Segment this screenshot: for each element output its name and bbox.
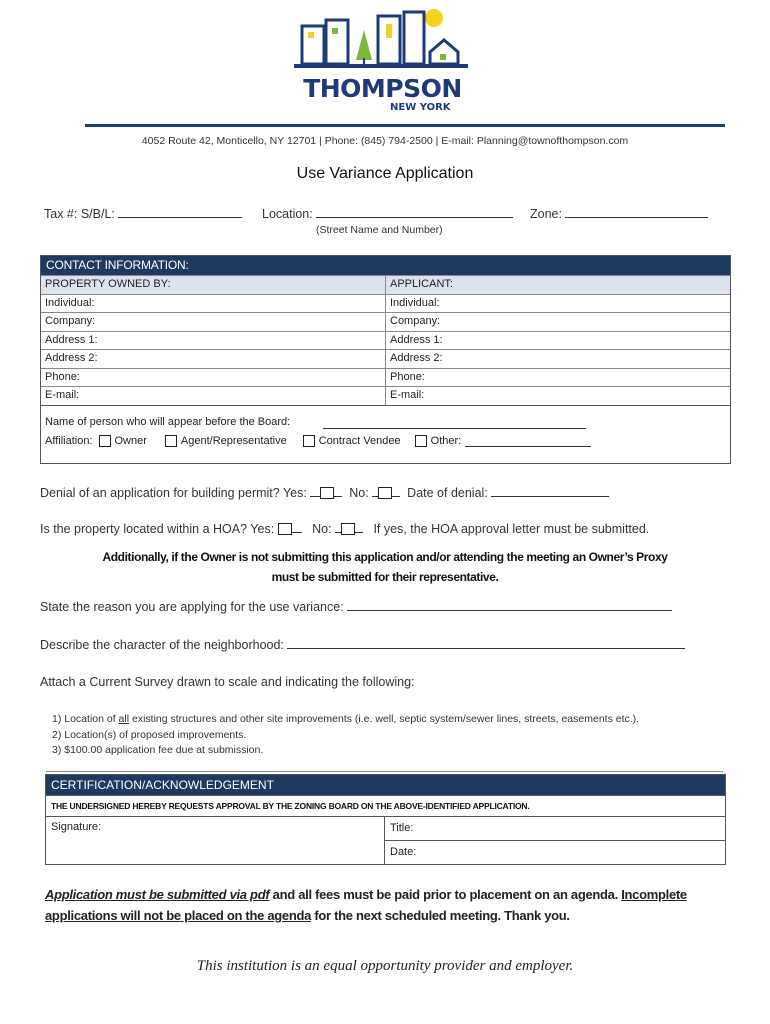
tax-input[interactable]: [118, 206, 242, 218]
agent-checkbox[interactable]: [165, 435, 177, 447]
location-label: Location:: [262, 207, 313, 221]
hoa-question-row: [40, 521, 649, 536]
title-field[interactable]: Title:: [390, 822, 414, 834]
applicant-heading: APPLICANT:: [385, 276, 730, 294]
applicant-address1-field[interactable]: Address 1:: [385, 332, 730, 350]
list-item: [52, 712, 639, 728]
owner-address2-field[interactable]: Address 2:: [45, 352, 98, 364]
equal-opportunity-footer: This institution is an equal opportunity provider and employer.: [196, 958, 574, 974]
blank-line: [310, 485, 320, 497]
title-date-fields: [385, 817, 725, 864]
hoa-no-label: No:: [312, 522, 332, 536]
tax-label: Tax #: S/B/L:: [44, 207, 115, 221]
logo-subtitle: NEW YORK: [390, 102, 451, 113]
table-row: [41, 349, 730, 368]
applicant-company-field[interactable]: Company:: [385, 313, 730, 331]
signature-field[interactable]: Signature:: [46, 817, 385, 864]
property-owner-heading: PROPERTY OWNED BY:: [45, 278, 171, 290]
denial-question: Denial of an application for building permit? Yes:: [40, 486, 307, 500]
applicant-phone-field[interactable]: Phone:: [385, 369, 730, 387]
blank-line: [334, 485, 342, 497]
certification-statement: THE UNDERSIGNED HEREBY REQUESTS APPROVAL BY THE ZONING BOARD ON THE ABOVE-IDENTIFIED APPLICATION.: [46, 795, 725, 816]
zone-input[interactable]: [565, 206, 708, 218]
reason-label: State the reason you are applying for the use variance:: [40, 600, 344, 614]
list-item: 3) $100.00 application fee due at submission.: [52, 744, 264, 756]
board-appearance-section: [41, 405, 730, 463]
character-input[interactable]: [287, 637, 685, 649]
denial-date-label: Date of denial:: [407, 486, 488, 500]
contact-header: CONTACT INFORMATION:: [41, 256, 730, 275]
submission-notice-incomplete: Incomplete applications will not be placed on the agenda: [45, 887, 687, 923]
contract-vendee-option-label: Contract Vendee: [318, 434, 401, 447]
table-row: [41, 386, 730, 405]
zone-field[interactable]: [530, 206, 708, 221]
list-item-emphasis: all: [118, 713, 130, 725]
location-input[interactable]: [316, 206, 513, 218]
character-label: Describe the character of the neighborhood:: [40, 638, 284, 652]
certification-table: [45, 774, 726, 865]
applicant-individual-field[interactable]: Individual:: [385, 295, 730, 313]
hoa-question: Is the property located within a HOA? Yes:: [40, 522, 275, 536]
submission-notice-pdf: Application must be submitted via pdf: [45, 887, 270, 902]
list-item: 2) Location(s) of proposed improvements.: [52, 728, 247, 741]
table-row: [41, 294, 730, 313]
denial-no-label: No:: [349, 486, 369, 500]
table-row: [41, 331, 730, 350]
list-item-text: existing structures and other site improvements (i.e. well, septic system/sewer lines, streets, easements etc.).: [129, 713, 640, 725]
logo-wordmark: THOMPSON: [303, 74, 462, 103]
denial-date-input[interactable]: [491, 485, 609, 497]
owner-address1-field[interactable]: Address 1:: [45, 333, 98, 346]
location-field[interactable]: [262, 206, 513, 221]
blank-line: [392, 485, 400, 497]
owner-option-label: Owner: [114, 434, 147, 447]
hoa-note: If yes, the HOA approval letter must be submitted.: [373, 522, 650, 536]
table-row: [41, 368, 730, 387]
proxy-notice-line2: must be submitted for their representative.: [271, 570, 499, 584]
board-person-input[interactable]: [323, 428, 586, 429]
zone-label: Zone:: [530, 207, 562, 221]
blank-line: [355, 521, 363, 533]
affiliation-row: [45, 435, 591, 447]
other-checkbox[interactable]: [415, 435, 427, 447]
proxy-notice-line1: Additionally, if the Owner is not submitting this application and/or attending the meeting an Owner’s Proxy: [102, 550, 668, 564]
survey-label: Attach a Current Survey drawn to scale and indicating the following:: [40, 675, 415, 689]
reason-input[interactable]: [347, 599, 672, 611]
board-person-label: Name of person who will appear before the Board:: [45, 415, 291, 428]
other-option-label: Other:: [430, 434, 462, 447]
character-row: [40, 637, 685, 652]
contact-address-line: 4052 Route 42, Monticello, NY 12701 | Phone: (845) 794-2500 | E-mail: Planning@townofthompson.com: [141, 135, 629, 147]
certification-fields: [46, 816, 725, 864]
denial-no-checkbox[interactable]: [378, 487, 392, 499]
denial-yes-checkbox[interactable]: [320, 487, 334, 499]
list-item-text: 1) Location of: [52, 713, 119, 725]
owner-email-field[interactable]: E-mail:: [45, 389, 80, 401]
section-divider: [46, 771, 723, 772]
submission-notice-end: for the next scheduled meeting. Thank you.: [311, 908, 570, 923]
agent-option-label: Agent/Representative: [180, 434, 287, 447]
affiliation-label: Affiliation:: [45, 434, 93, 447]
survey-requirements-list: [52, 712, 639, 759]
submission-notice: [45, 884, 725, 926]
header-divider: [85, 124, 725, 127]
applicant-address2-field[interactable]: Address 2:: [385, 350, 730, 368]
owner-phone-field[interactable]: Phone:: [45, 370, 80, 383]
owner-individual-field[interactable]: Individual:: [45, 296, 95, 309]
submission-notice-fees: and all fees must be paid prior to placement on an agenda.: [269, 887, 622, 902]
street-note: (Street Name and Number): [316, 224, 443, 236]
date-field[interactable]: Date:: [385, 840, 725, 864]
reason-row: [40, 599, 672, 614]
tax-field[interactable]: [44, 206, 242, 221]
town-logo: [290, 8, 475, 118]
hoa-no-checkbox[interactable]: [341, 523, 355, 535]
owner-checkbox[interactable]: [99, 435, 111, 447]
certification-header: CERTIFICATION/ACKNOWLEDGEMENT: [46, 775, 725, 795]
blank-line: [292, 521, 302, 533]
skyline-icon: [290, 8, 475, 78]
contact-subheader-row: [41, 275, 730, 294]
table-row: [41, 312, 730, 331]
contact-information-table: [40, 255, 731, 464]
applicant-email-field[interactable]: E-mail:: [385, 387, 730, 405]
contract-vendee-checkbox[interactable]: [303, 435, 315, 447]
denial-question-row: [40, 485, 609, 500]
page-title: Use Variance Application: [296, 165, 474, 182]
hoa-yes-checkbox[interactable]: [278, 523, 292, 535]
other-input[interactable]: [465, 435, 591, 447]
owner-company-field[interactable]: Company:: [45, 315, 96, 327]
